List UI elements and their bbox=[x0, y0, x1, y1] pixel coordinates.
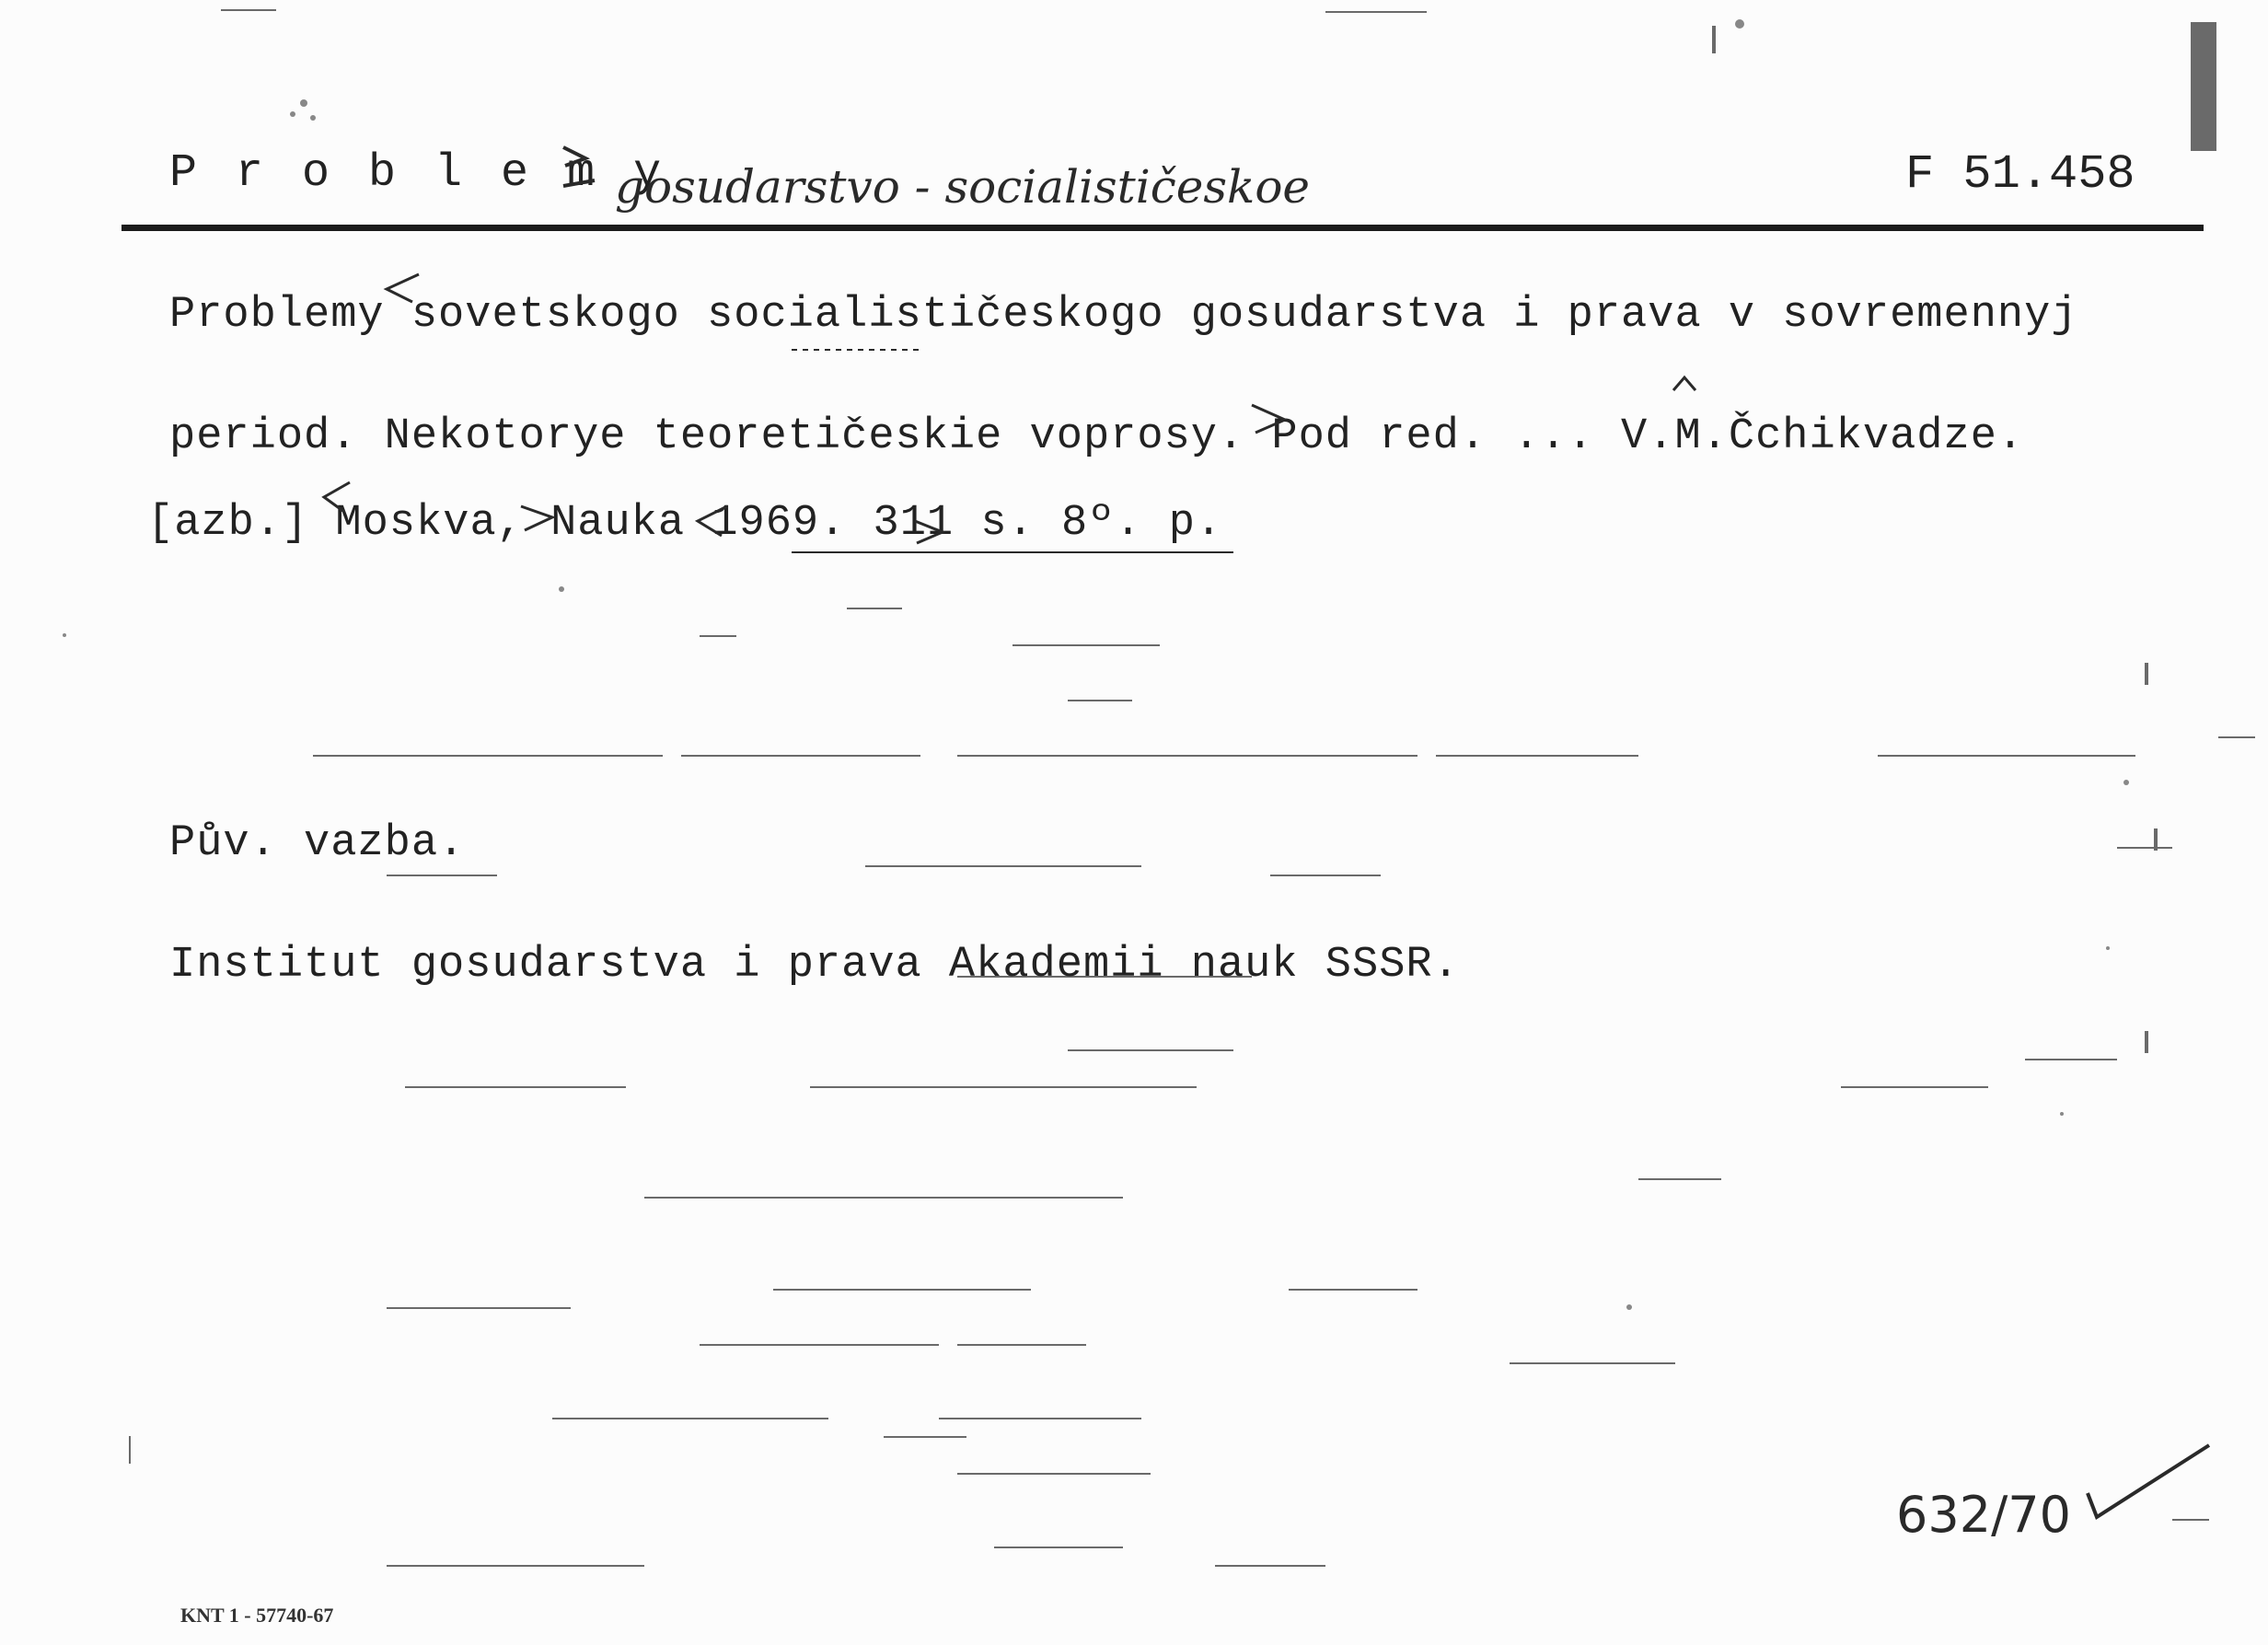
title-line-2: period. Nekotorye teoretičeskie voprosy. Pod red. ... V.M.Čchikvadze. bbox=[169, 412, 2025, 461]
title-line-1: Problemy sovetskogo socialističeskogo gosudarstva i prava v sovremennyj bbox=[169, 291, 2078, 340]
print-code: KNT 1 - 57740-67 bbox=[180, 1604, 334, 1627]
checkmark-icon bbox=[2080, 1436, 2218, 1528]
heading-typed: P r o b l e m y bbox=[169, 147, 667, 200]
institution: Institut gosudarstva i prava Akademii nauk SSSR. bbox=[169, 941, 1460, 990]
call-number: F 51.458 bbox=[1905, 147, 2135, 202]
accession-number: 632/70 bbox=[1896, 1486, 2071, 1544]
binding-note: Pův. vazba. bbox=[169, 819, 466, 868]
heading-handwritten: gosudarstvo - socialističeskoe bbox=[615, 160, 1311, 214]
title-line-3: [azb.] Moskva, Nauka 1969. 311 s. 8º. p. bbox=[147, 499, 1223, 548]
